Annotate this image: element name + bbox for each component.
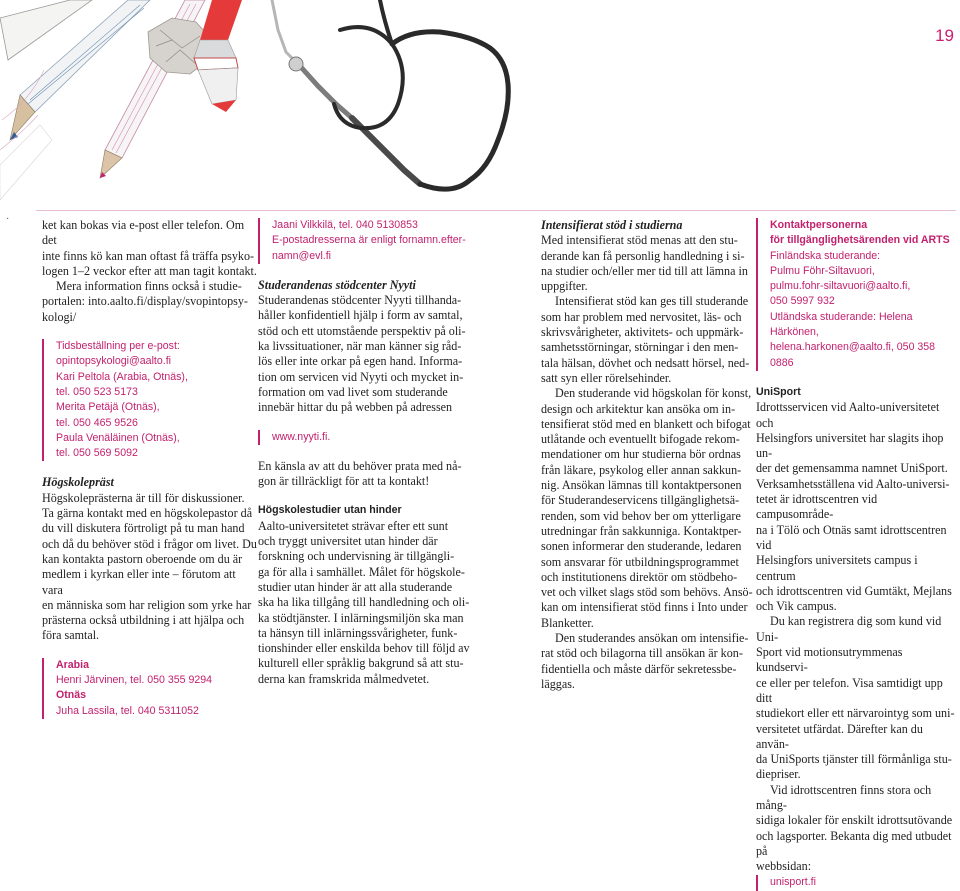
intensified-support-p1: Med intensifierat stöd menas att den stu- derande kan få personlig handledning i si- na studier och/eller mer tid till att lämna in uppgifter. [541, 233, 748, 294]
contact-otnas: Juha Lassila, tel. 040 5311052 [56, 704, 199, 717]
spacer [42, 644, 257, 658]
intensified-support-p2: Intensifierat stöd kan ges till studerande som har problem med nervositet, läs- och skrivsvårigheter, aktivitets- och uppmärk- samhetsstörningar, störningar i den men- tala hälsan, dövhet och nedsatt hörsel, ned- satt syn eller rörelsehinder. [541, 294, 750, 385]
accessibility-heading: Högskolestudier utan hinder [258, 504, 402, 517]
chaplain-contact-box [42, 658, 257, 719]
column-1 [42, 218, 257, 719]
unisport-link-box [756, 875, 956, 890]
margin-mark: · [6, 214, 10, 225]
spacer [258, 416, 498, 430]
spacer [258, 445, 498, 459]
section-divider [36, 210, 956, 211]
nyyti-text: Studerandenas stödcenter Nyyti tillhanda- håller konfidentiell hjälp i form av samtal, stöd och ett utomstående perspektiv på oli- ka livssituationer, när man känner sig råd- lös eller inte orkar på egen hand. Informa- tion om servicen vid Nyyti och mycket in- formation om vad livet som studerande innebär hittar du på webben på adressen [258, 293, 466, 415]
column-3 [541, 218, 771, 692]
column-2 [258, 218, 498, 687]
stethoscope-icon [272, 0, 508, 189]
unisport-p2: Du kan registrera dig som kund vid Uni- Sport vid motionsutrymmenas kundservi- ce eller per telefon. Visa samtidigt upp ditt studiekort eller ett närvarointyg som uni- versitetet utfärdat. Därefter kan du använ- da UniSports tjänster till förmånliga stu- diepriser. [756, 614, 955, 782]
unisport-heading: UniSport [756, 385, 801, 398]
spacer [42, 461, 257, 475]
column-4 [756, 218, 956, 891]
accessibility-text: Aalto-universitetet strävar efter ett sunt och tryggt universitet utan hinder där forskning och undervisning är tillgängli- ga för alla i samhället. Målet för högskole- studier utan hinder är att alla studerande ska ha lika tillgång till handledning och oli- ka stödtjänster. I inlärningsmiljön ska man ta hänsyn till inlärningssvårigheter, funk- tionshinder eller enskilda behov till följd av kulturell eller språklig bakgrund så att stu- derna kan framskrida målmedvetet. [258, 518, 470, 686]
chaplain-contact-continued: Jaani Vilkkilä, tel. 040 5130853 E-postadresserna är enligt fornamn.efter- namn@evl.fi [272, 219, 466, 262]
arts-contact-details: Finländska studerande: Pulmu Föhr-Siltavuori, pulmu.fohr-siltavuori@aalto.fi, 050 5997 932 Utländska studerande: Helena Härkönen, helena.harkonen@aalto.fi, 050 358 0886 [770, 249, 936, 369]
intensified-support-heading: Intensifierat stöd i studierna [541, 218, 683, 232]
talk-encouragement: En känsla av att du behöver prata med nå- gon är tillräckligt för att ta kontakt! [258, 458, 462, 489]
contact-arabia: Henri Järvinen, tel. 050 355 9294 [56, 674, 213, 687]
appointment-contact-box [42, 339, 257, 461]
campus-label-arabia: Arabia [56, 658, 89, 671]
chaplain-heading: Högskolepräst [42, 475, 114, 490]
unisport-link[interactable]: unisport.fi [770, 876, 816, 889]
header-illustration [0, 0, 960, 205]
appointment-contacts: Tidsbeställning per e-post: opintopsykologi@aalto.fi Kari Peltola (Arabia, Otnäs), tel. 050 523 5173 Merita Petäjä (Otnäs), tel. 050 465 9526 Paula Venäläinen (Otnäs), tel. 050 569 5092 [56, 340, 188, 460]
nyyti-heading: Studerandenas stödcenter Nyyti [258, 277, 416, 292]
arts-contact-heading: Kontaktpersonerna för tillgänglighetsärenden vid ARTS [770, 219, 950, 247]
unisport-p3: Vid idrottscentren finns stora och mång- sidiga lokaler för enskilt idrottsutövande och lagsporter. Bekanta dig med utbudet på webbsidan: [756, 782, 953, 874]
spacer [258, 489, 498, 503]
marker-pen-icon [194, 0, 242, 112]
psychologist-booking-text: ket kan bokas via e-post eller telefon. Om det inte finns kö kan man oftast få träffa psyko- logen 1–2 veckor efter att man tagit kontakt. [42, 218, 257, 278]
page-number: 19 [935, 26, 954, 45]
campus-label-otnas: Otnäs [56, 689, 87, 702]
intensified-support-p4: Den studerandes ansökan om intensifie- rat stöd och bilagorna till ansökan är kon- fidentiella och måste därför sekretessbe- läggas. [541, 631, 749, 691]
stationery-illustration [0, 0, 960, 205]
spacer [756, 371, 956, 385]
chaplain-contact-box-cont [258, 218, 498, 264]
arts-contact-box [756, 218, 956, 371]
chaplain-text: Högskoleprästerna är till för diskussioner. Ta gärna kontakt med en högskolepastor då du vill diskutera förtroligt på tu man hand och då du behöver stöd i frågor om livet. Du kan kontakta pastorn oberoende om du är medlem i kyrkan eller inte – förutom att vara en människa som har religion som yrke har prästerna också utbildning i att hjälpa och föra samtal. [42, 490, 257, 643]
spacer [258, 264, 498, 278]
study-portal-info: Mera information finns också i studie- portalen: into.aalto.fi/display/svopintopsy- kologi/ [42, 279, 248, 324]
intensified-support-p3: Den studerande vid högskolan för konst, design och arkitektur kan ansöka om in- tensifierat stöd med en blankett och bifogat utlåtande och eventuellt bifogade rekom- mendationer om hur studierna bör ordnas från läkare, psykolog eller annan sakkun- nig. Ansökan lämnas till kontaktpersonen för Studerandeservicens tillgänglighetsä- renden, som vid behov ber om ytterligare utredningar från sakkunniga. Kontaktper- sonen informerar den studerande, ledaren som ansvarar för utbildningsprogrammet och institutionens direktör om stödbeho- vet och vilket slags stöd som behövs. Ansö- kan om intensifierat stöd finns i Into under Blanketter. [541, 386, 753, 630]
unisport-p1: Idrottsservicen vid Aalto-universitetet och Helsingfors universitet har slagits ihop un- der det gemensamma namnet UniSport. Verksamhetsställena vid Aalto-universi- tetet är idrottscentren vid campusområde- na i Tölö och Otnäs samt idrottscentren vid Helsingfors universitets campus i centrum och idrottscentren vid Gumtäkt, Mejlans och Vik campus. [756, 400, 952, 614]
nyyti-link-box [258, 430, 498, 445]
nyyti-link[interactable]: www.nyyti.fi. [272, 430, 331, 443]
spacer [42, 325, 257, 339]
